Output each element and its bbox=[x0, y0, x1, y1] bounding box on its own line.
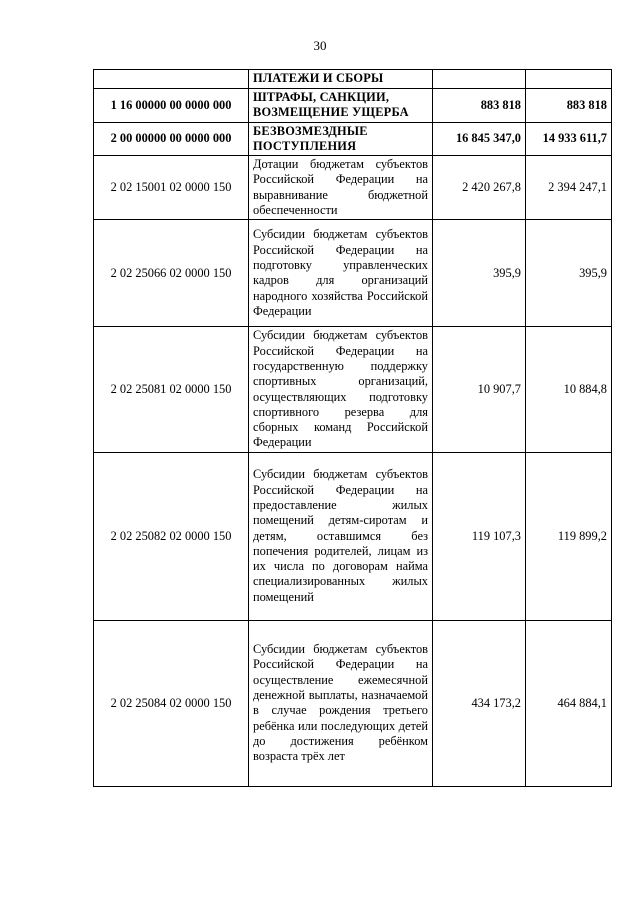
code-cell: 2 02 25066 02 0000 150 bbox=[94, 220, 249, 327]
description-cell: Субсидии бюджетам субъектов Российской Федерации на предоставление жилых помещений детям-сиротам и детям, оставшимся без попечения родителей, лицам из их числа по договорам найма специализированных жилых помещений bbox=[249, 452, 433, 620]
code-cell: 2 02 25081 02 0000 150 bbox=[94, 327, 249, 452]
amount-2021-cell: 464 884,1 bbox=[526, 620, 612, 786]
amount-2021-cell: 119 899,2 bbox=[526, 452, 612, 620]
table-row bbox=[94, 122, 612, 156]
table-row bbox=[94, 452, 612, 620]
code-cell: 2 02 15001 02 0000 150 bbox=[94, 156, 249, 220]
description-cell: Субсидии бюджетам субъектов Российской Федерации на подготовку управленческих кадров для организаций народного хозяйства Российской Федерации bbox=[249, 220, 433, 327]
amount-2021-cell bbox=[526, 70, 612, 89]
description-cell: ШТРАФЫ, САНКЦИИ, ВОЗМЕЩЕНИЕ УЩЕРБА bbox=[249, 89, 433, 123]
table-body bbox=[94, 70, 612, 787]
table-row bbox=[94, 327, 612, 452]
amount-2020-cell: 16 845 347,0 bbox=[433, 122, 526, 156]
code-cell: 2 02 25084 02 0000 150 bbox=[94, 620, 249, 786]
amount-2020-cell: 2 420 267,8 bbox=[433, 156, 526, 220]
amount-2020-cell: 434 173,2 bbox=[433, 620, 526, 786]
description-cell: Субсидии бюджетам субъектов Российской Федерации на государственную поддержку спортивных организаций, осуществляющих подготовку спортивного резерва для сборных команд Российской Федерации bbox=[249, 327, 433, 452]
code-cell bbox=[94, 70, 249, 89]
description-cell: ПЛАТЕЖИ И СБОРЫ bbox=[249, 70, 433, 89]
code-cell: 2 02 25082 02 0000 150 bbox=[94, 452, 249, 620]
table-row bbox=[94, 620, 612, 786]
table-row bbox=[94, 220, 612, 327]
description-cell: Дотации бюджетам субъектов Российской Федерации на выравнивание бюджетной обеспеченности bbox=[249, 156, 433, 220]
amount-2020-cell: 10 907,7 bbox=[433, 327, 526, 452]
table-row bbox=[94, 156, 612, 220]
amount-2021-cell: 883 818 bbox=[526, 89, 612, 123]
description-cell: БЕЗВОЗМЕЗДНЫЕ ПОСТУПЛЕНИЯ bbox=[249, 122, 433, 156]
page-number: 30 bbox=[313, 38, 327, 53]
amount-2020-cell: 395,9 bbox=[433, 220, 526, 327]
amount-2021-cell: 395,9 bbox=[526, 220, 612, 327]
description-cell: Субсидии бюджетам субъектов Российской Федерации на осуществление ежемесячной денежной выплаты, назначаемой в случае рождения третьего ребёнка или последующих детей до достижения ребёнком возраста трёх лет bbox=[249, 620, 433, 786]
amount-2020-cell: 883 818 bbox=[433, 89, 526, 123]
table-row bbox=[94, 89, 612, 123]
amount-2021-cell: 14 933 611,7 bbox=[526, 122, 612, 156]
code-cell: 2 00 00000 00 0000 000 bbox=[94, 122, 249, 156]
amount-2020-cell bbox=[433, 70, 526, 89]
amount-2021-cell: 2 394 247,1 bbox=[526, 156, 612, 220]
amount-2020-cell: 119 107,3 bbox=[433, 452, 526, 620]
code-cell: 1 16 00000 00 0000 000 bbox=[94, 89, 249, 123]
amount-2021-cell: 10 884,8 bbox=[526, 327, 612, 452]
table-row bbox=[94, 70, 612, 89]
budget-table bbox=[93, 69, 612, 787]
